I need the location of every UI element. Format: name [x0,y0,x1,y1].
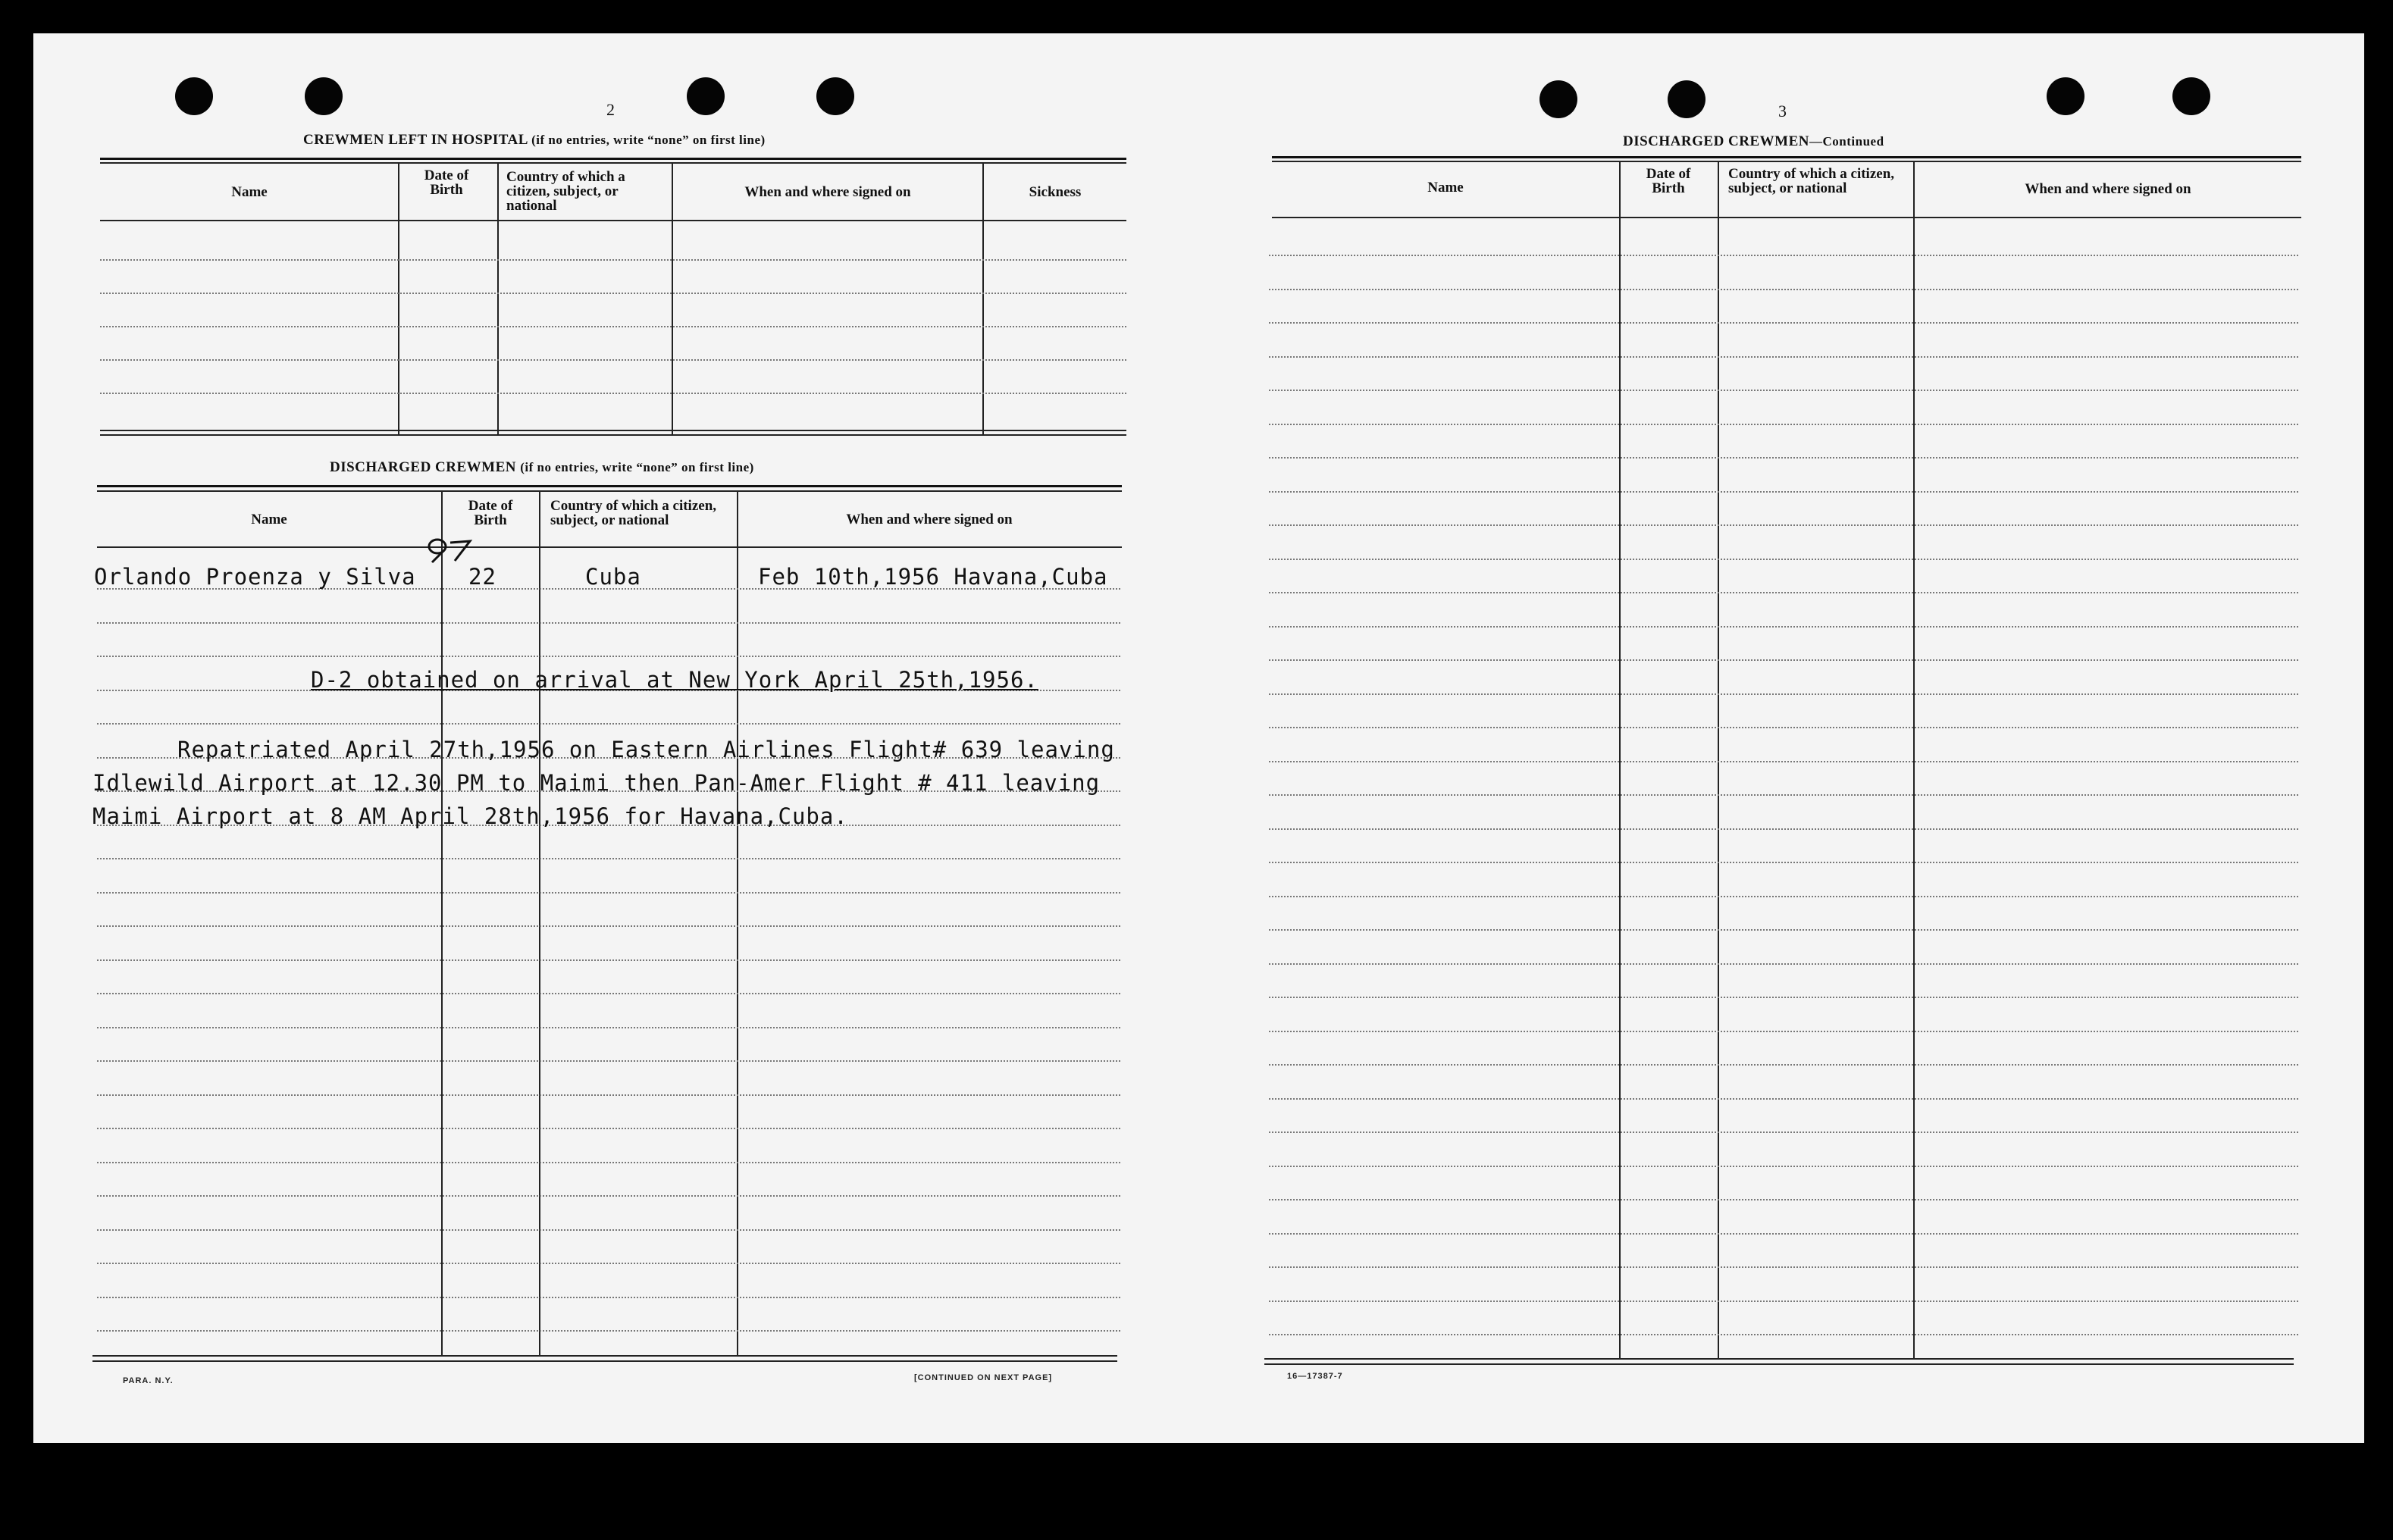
continued-note: [CONTINUED ON NEXT PAGE] [914,1373,1053,1382]
table-bottom-rule [1264,1363,2294,1365]
entry-line [1269,1166,2298,1167]
discharged-title-note: (if no entries, write “none” on first line) [520,460,754,474]
column-divider [398,162,399,435]
entry-line [1269,491,2298,493]
hospital-title-note: (if no entries, write “none” on first line) [531,133,766,147]
crewman-signed-on: Feb 10th,1956 Havana,Cuba [758,564,1108,590]
entry-line [1269,896,2298,897]
document-sheet [33,33,2364,1443]
crewman-dob: 22 [468,564,496,590]
punch-hole [2172,77,2210,115]
table-header-rule [97,546,1122,548]
table-top-rule [1272,156,2301,158]
column-header-name: Name [1427,180,1464,196]
table-bottom-rule [100,430,1126,431]
punch-hole [816,77,854,115]
entry-line [1269,1266,2298,1268]
entry-line [97,656,1120,657]
column-divider [441,490,443,1356]
entry-line [1269,1098,2298,1100]
entry-line [97,1195,1120,1197]
entry-line [97,892,1120,894]
discharged-section-title [330,459,754,476]
entry-line [100,259,1126,261]
continued-suffix: —Continued [1809,134,1884,149]
entry-line [1269,390,2298,391]
punch-hole [305,77,343,115]
entry-line [97,1128,1120,1129]
column-header-dob: Date of Birth [1646,166,1691,196]
entry-line [1269,1334,2298,1335]
table-header-rule [1272,217,2301,218]
entry-line [97,959,1120,961]
entry-line [1269,524,2298,526]
entry-line [1269,1031,2298,1032]
entry-line [97,723,1120,725]
entry-line [1269,1199,2298,1200]
table-top-rule [100,158,1126,160]
entry-line [97,1297,1120,1298]
entry-line [1269,761,2298,762]
punch-hole [2047,77,2084,115]
discharged-continued-title [1623,133,1884,150]
column-header-sickness: Sickness [1029,184,1082,200]
entry-line [1269,592,2298,593]
printer-mark: PARA. N.Y. [123,1376,174,1385]
entry-line [97,1060,1120,1062]
column-header-dob: Date of Birth [424,167,469,198]
entry-line [1269,997,2298,998]
entry-line [100,326,1126,327]
column-header-signed-on: When and where signed on [846,512,1013,527]
form-number: 16—17387-7 [1287,1372,1343,1381]
table-top-rule [97,485,1122,487]
table-top-rule [1272,161,2301,162]
column-divider [497,162,499,435]
table-bottom-rule [1264,1358,2294,1360]
entry-line [1269,929,2298,931]
entry-line [97,622,1120,624]
column-header-country: Country of which a citizen, subject, or national [550,498,717,528]
entry-line [97,925,1120,927]
entry-line [1269,424,2298,425]
entry-line [97,1229,1120,1231]
entry-line [1269,963,2298,965]
table-bottom-rule [92,1355,1117,1357]
hospital-title-text: CREWMEN LEFT IN HOSPITAL [303,132,528,148]
entry-line [97,993,1120,994]
crewman-name: Orlando Proenza y Silva [94,564,416,590]
entry-line [1269,862,2298,863]
entry-line [1269,457,2298,459]
entry-line [1269,1301,2298,1302]
entry-line [1269,693,2298,695]
repatriation-line-2: Idlewild Airport at 12.30 PM to Maimi then Pan-Amer Flight # 411 leaving [92,770,1101,796]
entry-line [97,1162,1120,1163]
column-header-dob: Date of Birth [468,498,513,528]
entry-line [1269,727,2298,728]
entry-line [1269,356,2298,358]
entry-line [100,393,1126,394]
punch-hole [1668,80,1705,118]
table-bottom-rule [92,1360,1117,1362]
table-top-rule [97,490,1122,492]
table-header-rule [100,220,1126,221]
discharged-title-text: DISCHARGED CREWMEN [330,459,516,475]
entry-line [1269,626,2298,628]
column-divider [737,490,738,1356]
entry-line [100,293,1126,294]
entry-line [1269,659,2298,661]
column-divider [672,162,673,435]
column-divider [982,162,984,435]
column-header-signed-on: When and where signed on [2025,181,2191,197]
entry-line [97,858,1120,859]
entry-line [1269,289,2298,290]
punch-hole [1539,80,1577,118]
entry-line [1269,794,2298,796]
entry-line [1269,828,2298,830]
entry-line [97,1330,1120,1332]
punch-hole [175,77,213,115]
entry-line [97,1027,1120,1028]
column-header-name: Name [251,512,287,527]
entry-line [100,359,1126,361]
column-header-signed-on: When and where signed on [744,184,911,200]
column-header-country: Country of which a citizen, subject, or national [1728,166,1895,196]
repatriation-line-3: Maimi Airport at 8 AM April 28th,1956 for Havana,Cuba. [92,803,848,829]
entry-line [1269,559,2298,560]
page-number: 2 [606,100,615,119]
page-number: 3 [1778,102,1787,121]
punch-hole [687,77,725,115]
repatriation-line-1: Repatriated April 27th,1956 on Eastern Airlines Flight# 639 leaving [177,737,1115,762]
d2-note: D-2 obtained on arrival at New York April 25th,1956. [311,667,1038,693]
column-divider [539,490,540,1356]
entry-line [97,1094,1120,1096]
entry-line [1269,255,2298,256]
column-header-country: Country of which a citizen, subject, or national [506,169,625,214]
entry-line [1269,1132,2298,1133]
hospital-section-title [303,132,766,149]
discharged-continued-text: DISCHARGED CREWMEN [1623,133,1809,149]
entry-line [1269,322,2298,324]
table-top-rule [100,162,1126,164]
column-header-name: Name [231,184,268,200]
table-bottom-rule [100,434,1126,436]
entry-line [1269,1233,2298,1235]
handwritten-mark [424,532,478,567]
crewman-country: Cuba [585,564,641,590]
entry-line [1269,1064,2298,1066]
entry-line [97,1263,1120,1264]
